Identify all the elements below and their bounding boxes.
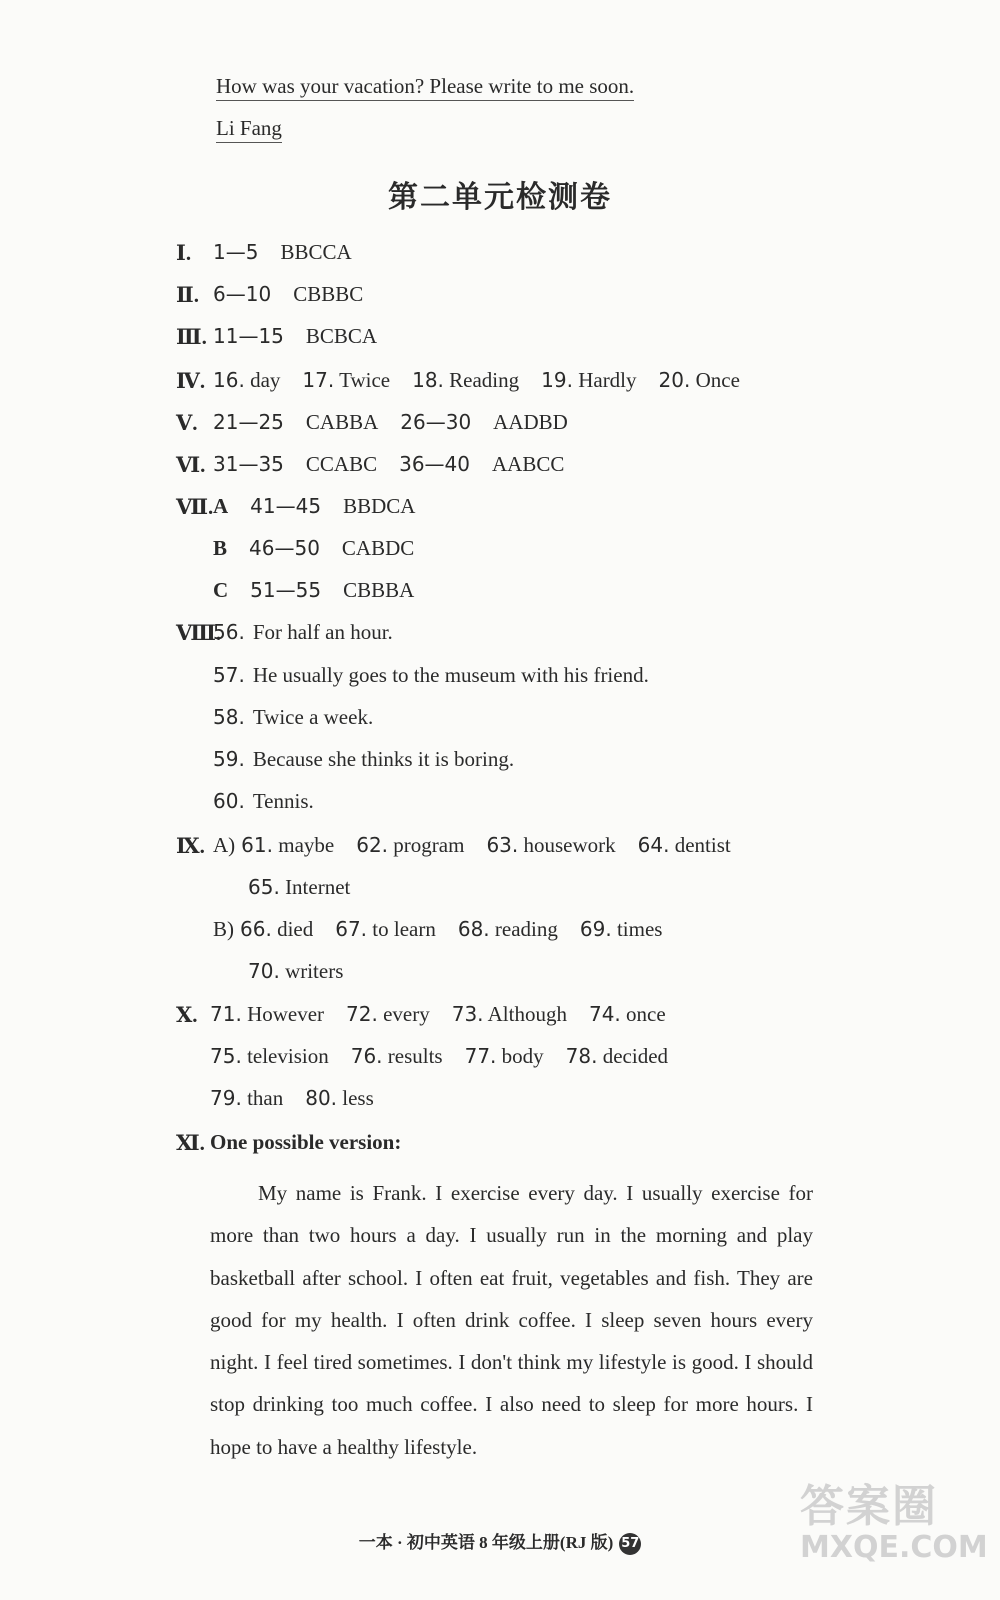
item-word: times xyxy=(616,917,663,941)
item-word: Twice xyxy=(339,368,391,392)
section-8-item xyxy=(213,705,395,730)
item-num: 67. xyxy=(335,917,368,941)
item-num: 16. xyxy=(213,368,245,392)
item-num: 62. xyxy=(356,833,389,857)
range: 51—55 xyxy=(250,578,322,602)
section-8-item xyxy=(213,789,336,814)
item-text: He usually goes to the museum with his friend. xyxy=(252,663,649,687)
item-num: 59. xyxy=(213,747,245,771)
item-text: Because she thinks it is boring. xyxy=(252,747,515,771)
range: 46—50 xyxy=(249,536,320,560)
item-num: 79. xyxy=(210,1086,242,1110)
item-word: died xyxy=(277,917,314,941)
item-word: to learn xyxy=(372,917,436,941)
section-11-heading: One possible version: xyxy=(210,1130,402,1154)
item-num: 80. xyxy=(305,1086,338,1110)
item-num: 17. xyxy=(302,368,335,392)
answers: BBCCA xyxy=(280,240,352,264)
section-4-answers xyxy=(213,368,762,393)
letter-signature xyxy=(216,114,282,142)
section-6-answers xyxy=(213,452,586,477)
item-text: Twice a week. xyxy=(252,705,374,729)
section-8-item xyxy=(213,747,536,772)
answers: CABBA xyxy=(305,410,379,434)
item-num: 74. xyxy=(588,1002,621,1026)
section-10-row-3 xyxy=(210,1086,396,1111)
section-1-answers xyxy=(213,240,374,265)
item-word: day xyxy=(250,368,281,392)
range: 1—5 xyxy=(213,240,259,264)
section-3-number: Ⅲ. xyxy=(176,325,207,349)
item-num: 58. xyxy=(213,705,245,729)
range: 36—40 xyxy=(399,452,471,476)
item-num: 66. xyxy=(240,917,272,941)
section-2-answers xyxy=(213,282,385,307)
item-num: 64. xyxy=(637,833,670,857)
item-num: 77. xyxy=(464,1044,497,1068)
item-num: 65. xyxy=(248,875,280,899)
section-10-row-2 xyxy=(210,1044,690,1069)
footer-text: 一本 · 初中英语 8 年级上册(RJ 版) xyxy=(358,1533,614,1552)
item-word: program xyxy=(393,833,465,857)
item-num: 63. xyxy=(486,833,519,857)
item-word: Once xyxy=(695,368,740,392)
item-word: However xyxy=(247,1002,325,1026)
item-num: 56. xyxy=(213,620,245,644)
section-7-part-a xyxy=(213,494,437,519)
section-6-number: Ⅵ. xyxy=(176,453,206,477)
item-word: dentist xyxy=(674,833,731,857)
part-label: A xyxy=(213,494,229,518)
item-num: 75. xyxy=(210,1044,242,1068)
section-9-part-b-cont xyxy=(248,959,365,984)
watermark xyxy=(800,1470,988,1565)
range: 6—10 xyxy=(213,282,272,306)
section-7-number: Ⅶ. xyxy=(176,495,214,519)
part-label: B xyxy=(213,536,228,560)
answers: CBBBC xyxy=(293,282,364,306)
page-title: 第二单元检测卷 xyxy=(388,180,612,215)
section-4-number: Ⅳ. xyxy=(176,369,206,393)
range: 31—35 xyxy=(213,452,284,476)
section-8-number: Ⅷ. xyxy=(176,621,222,645)
part-label: A) xyxy=(213,833,236,857)
item-word: results xyxy=(387,1044,443,1068)
section-9-part-a-cont xyxy=(248,875,372,900)
answers: AABCC xyxy=(492,452,565,476)
item-word: writers xyxy=(285,959,344,983)
item-num: 70. xyxy=(248,959,280,983)
item-word: than xyxy=(247,1086,284,1110)
watermark-line-2: MXQE.COM xyxy=(800,1530,988,1565)
part-label: B) xyxy=(213,917,234,941)
section-8-item xyxy=(213,620,415,645)
item-num: 71. xyxy=(210,1002,242,1026)
answers: CABDC xyxy=(341,536,415,560)
answers: AADBD xyxy=(493,410,568,434)
section-11-number: Ⅺ. xyxy=(176,1131,205,1155)
item-num: 68. xyxy=(457,917,490,941)
section-9-part-b xyxy=(213,917,684,942)
item-word: housework xyxy=(523,833,616,857)
item-word: Although xyxy=(487,1002,567,1026)
range: 41—45 xyxy=(250,494,322,518)
section-5-answers xyxy=(213,410,590,435)
section-10-row-1 xyxy=(210,1002,688,1027)
section-2-number: Ⅱ. xyxy=(176,283,199,307)
signature-text: Li Fang xyxy=(216,116,282,143)
item-num: 60. xyxy=(213,789,245,813)
answers: CCABC xyxy=(305,452,378,476)
item-num: 76. xyxy=(350,1044,383,1068)
section-3-answers xyxy=(213,324,399,349)
item-word: decided xyxy=(602,1044,669,1068)
section-10-number: Ⅹ. xyxy=(176,1003,198,1027)
item-word: television xyxy=(247,1044,329,1068)
part-label: C xyxy=(213,578,229,602)
item-num: 69. xyxy=(579,917,612,941)
range: 21—25 xyxy=(213,410,284,434)
item-word: Reading xyxy=(449,368,520,392)
item-word: maybe xyxy=(278,833,335,857)
item-word: less xyxy=(342,1086,374,1110)
item-text: For half an hour. xyxy=(252,620,393,644)
range: 26—30 xyxy=(400,410,472,434)
answers: CBBBA xyxy=(343,578,415,602)
answers: BCBCA xyxy=(305,324,378,348)
sample-essay: My name is Frank. I exercise every day. I usually exercise for more than two hours a day. I usually run in the morning and play basketball after school. I often eat fruit, vegetables and fish. They are good for my health. I often drink coffee. I sleep seven hours every night. I feel tired sometimes. I don't think my lifestyle is good. I should stop drinking too much coffee. I also need to sleep for more hours. I hope to have a healthy lifestyle. xyxy=(210,1181,813,1459)
item-num: 78. xyxy=(565,1044,598,1068)
item-num: 73. xyxy=(451,1002,484,1026)
section-8-item xyxy=(213,663,671,688)
item-word: body xyxy=(501,1044,544,1068)
watermark-line-1: 答案圈 xyxy=(800,1481,938,1532)
item-num: 57. xyxy=(213,663,245,687)
item-word: reading xyxy=(494,917,558,941)
item-num: 19. xyxy=(541,368,573,392)
section-1-number: Ⅰ. xyxy=(176,241,192,265)
letter-closing-line xyxy=(216,72,634,100)
section-7-part-b xyxy=(213,536,436,561)
page-number: 57 xyxy=(619,1533,641,1555)
section-9-part-a xyxy=(213,833,753,858)
item-word: Hardly xyxy=(578,368,637,392)
item-num: 18. xyxy=(412,368,444,392)
item-word: every xyxy=(383,1002,430,1026)
item-word: once xyxy=(626,1002,666,1026)
section-7-part-c xyxy=(213,578,436,603)
item-word: Internet xyxy=(285,875,351,899)
section-9-number: Ⅸ. xyxy=(176,834,205,858)
range: 11—15 xyxy=(213,324,284,348)
item-num: 72. xyxy=(346,1002,378,1026)
answers: BBDCA xyxy=(343,494,416,518)
item-text: Tennis. xyxy=(252,789,314,813)
closing-text: How was your vacation? Please write to me soon. xyxy=(216,74,634,101)
item-num: 61. xyxy=(241,833,273,857)
item-num: 20. xyxy=(658,368,691,392)
section-5-number: Ⅴ. xyxy=(176,411,198,435)
